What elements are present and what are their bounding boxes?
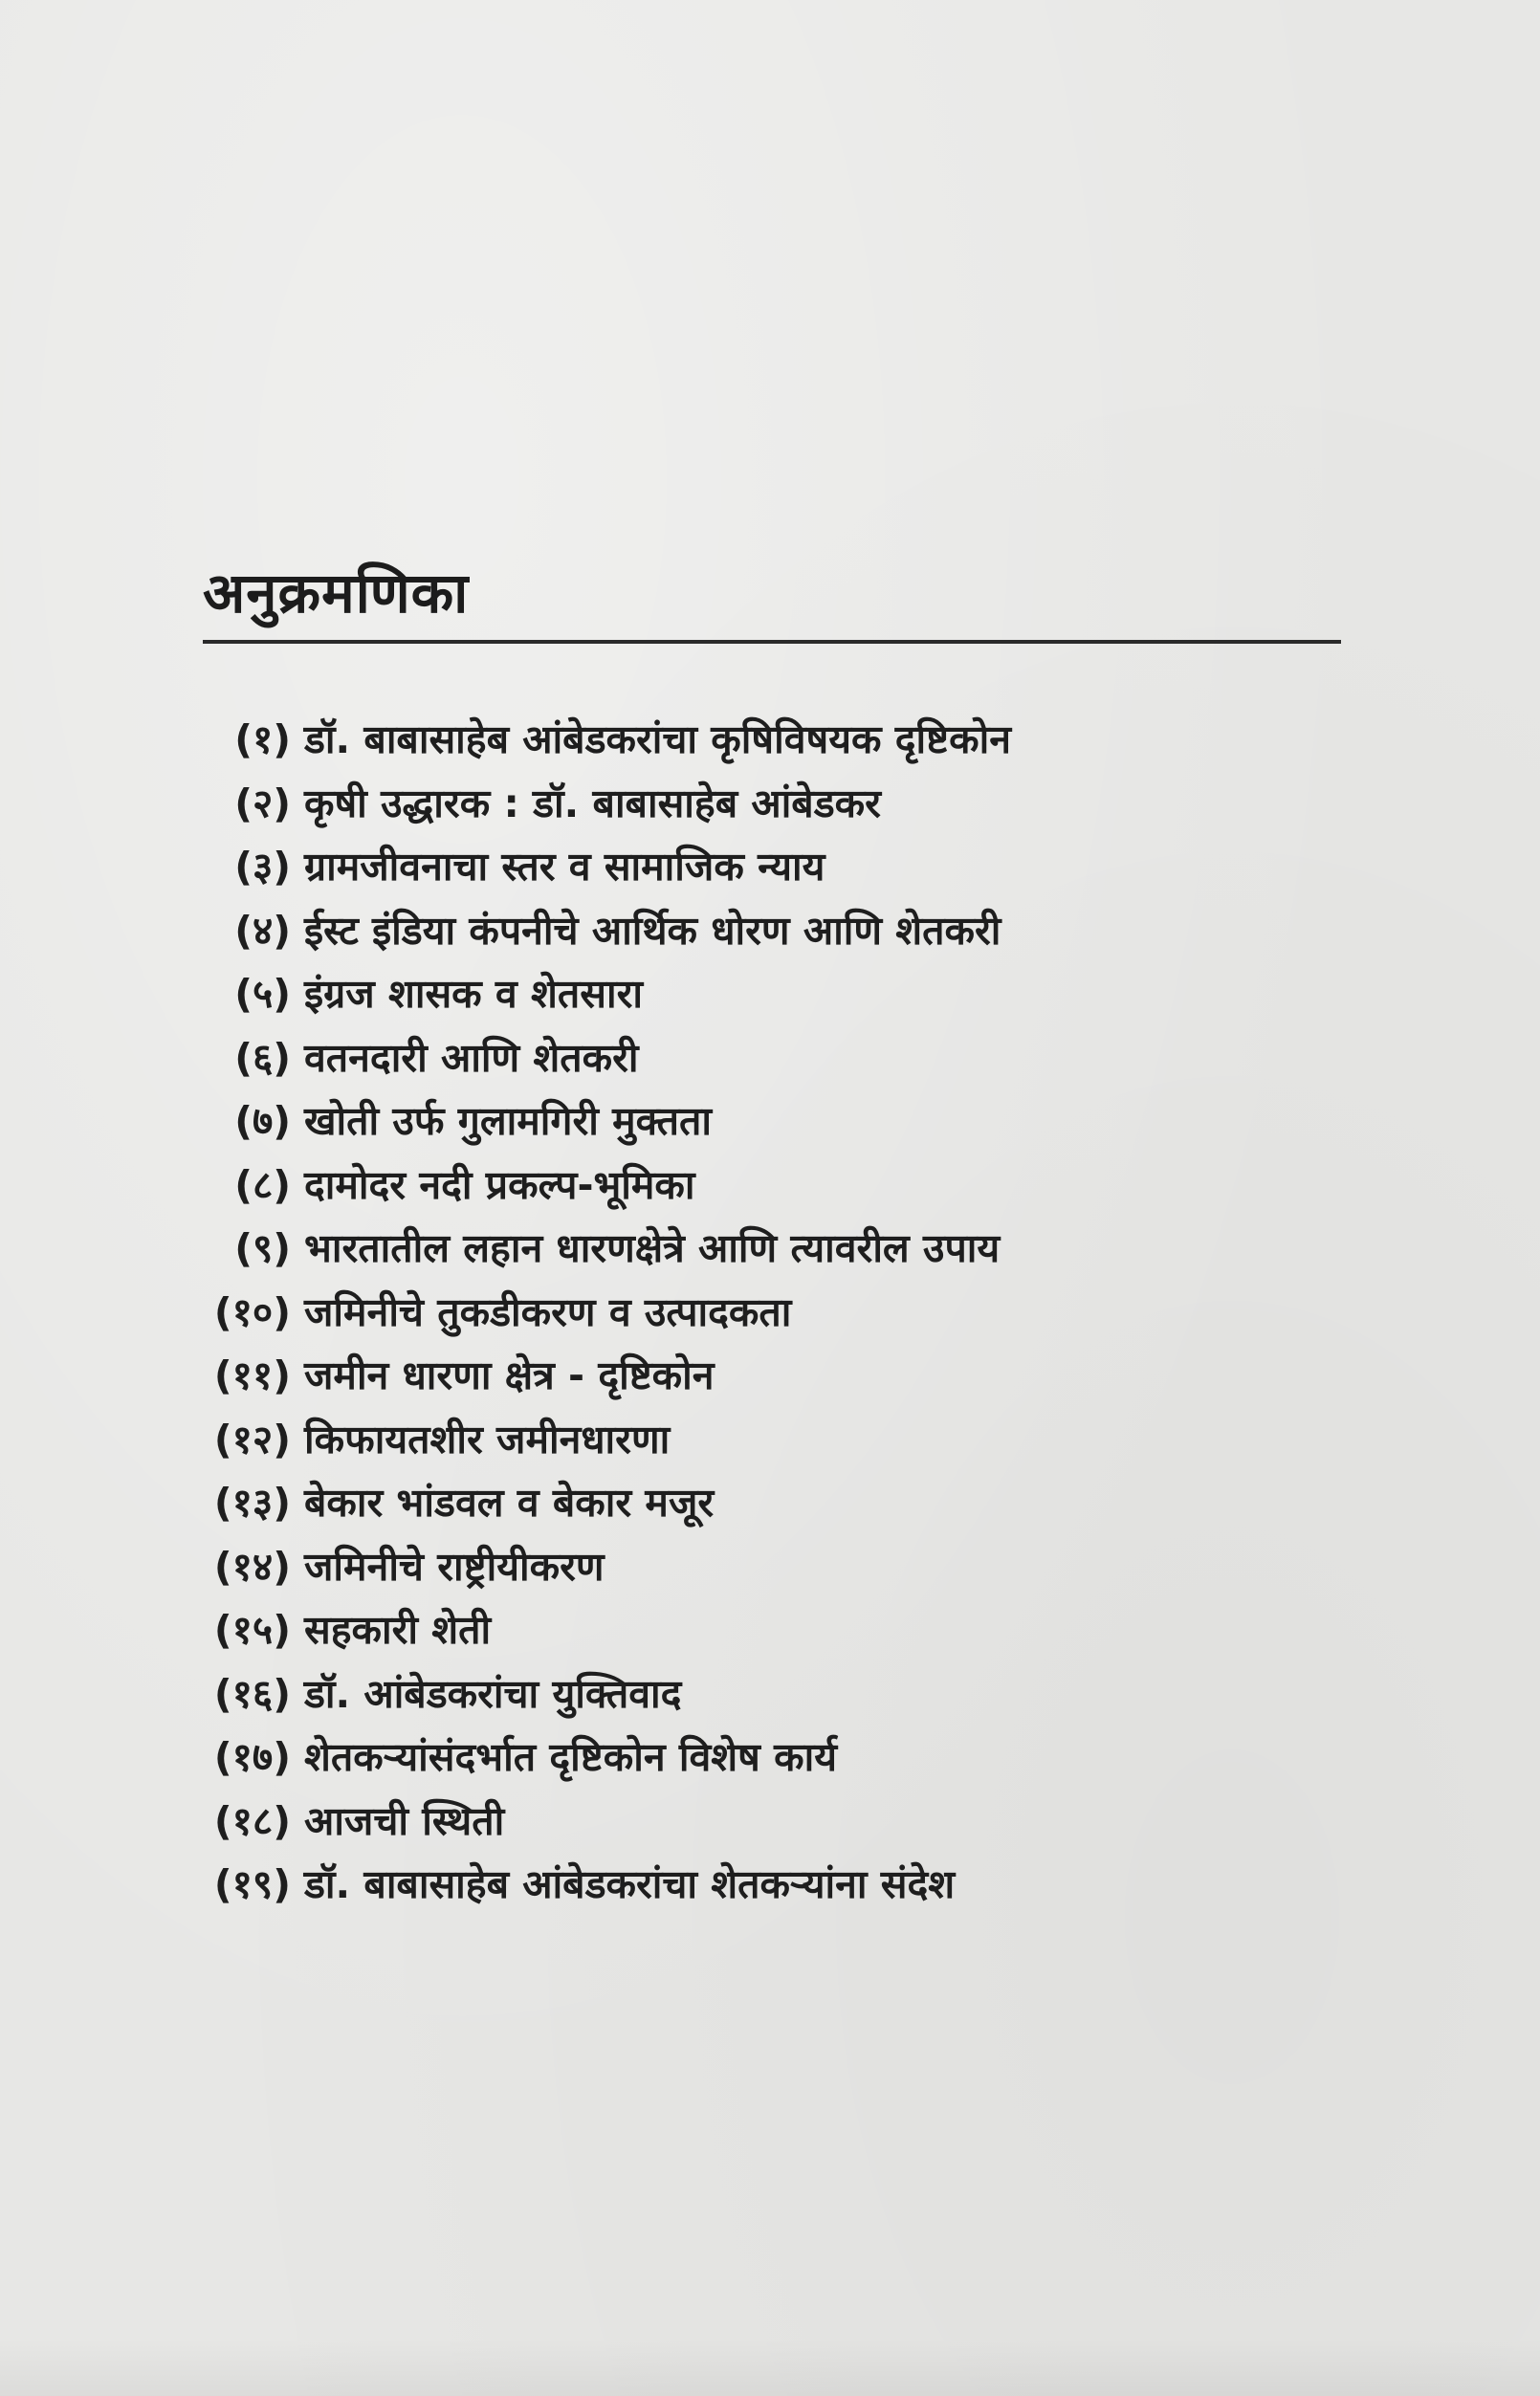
- toc-item-number: (८): [234, 1161, 291, 1208]
- toc-item: [205, 1344, 1353, 1408]
- toc-item-title: आजची स्थिती: [304, 1797, 505, 1844]
- toc-item-title: डॉ. बाबासाहेब आंबेडकरांचा कृषिविषयक दृष्टिकोन: [304, 716, 1011, 762]
- toc-item-title: शेतकऱ्यांसंदर्भात दृष्टिकोन विशेष कार्य: [304, 1734, 838, 1780]
- toc-item-title: सहकारी शेती: [304, 1607, 492, 1653]
- toc-item: [205, 835, 1353, 899]
- toc-item-title: जमीन धारणा क्षेत्र - दृष्टिकोन: [304, 1352, 715, 1398]
- toc-item-title: किफायतशीर जमीनधारणा: [304, 1416, 671, 1462]
- toc-item-number: (२): [234, 780, 291, 826]
- toc-item-number: (६): [234, 1034, 291, 1081]
- toc-item: [205, 1089, 1353, 1154]
- toc-item: [205, 1790, 1353, 1854]
- toc-item-number: (१२): [213, 1416, 291, 1462]
- toc-item: [205, 1726, 1353, 1790]
- toc-item-title: जमिनीचे तुकडीकरण व उत्पादकता: [304, 1288, 792, 1335]
- toc-item-title: जमिनीचे राष्ट्रीयीकरण: [304, 1543, 605, 1590]
- toc-item-number: (१८): [213, 1797, 291, 1844]
- toc-item-number: (१६): [213, 1670, 291, 1717]
- toc-item-title: खोती उर्फ गुलामगिरी मुक्तता: [304, 1098, 713, 1144]
- toc-item-number: (१५): [213, 1607, 291, 1653]
- toc-item: [205, 962, 1353, 1026]
- toc-item-title: ग्रामजीवनाचा स्तर व सामाजिक न्याय: [304, 844, 825, 890]
- toc-item: [205, 899, 1353, 963]
- toc-item-title: दामोदर नदी प्रकल्प-भूमिका: [304, 1161, 695, 1208]
- toc-item: [205, 1853, 1353, 1917]
- toc-item: [205, 1281, 1353, 1345]
- toc-item-number: (११): [213, 1352, 291, 1398]
- toc-item-number: (१३): [213, 1480, 291, 1526]
- toc-item-title: इंग्रज शासक व शेतसारा: [304, 971, 643, 1017]
- toc-item: [205, 1598, 1353, 1662]
- toc-item-number: (७): [234, 1098, 291, 1144]
- toc-item-number: (९): [234, 1225, 291, 1271]
- page-shadow: [0, 2339, 1540, 2396]
- toc-item-number: (५): [234, 971, 291, 1017]
- toc-item-number: (१९): [213, 1861, 291, 1907]
- toc-item: [205, 772, 1353, 836]
- toc-item: [205, 1217, 1353, 1281]
- toc-item-title: डॉ. बाबासाहेब आंबेडकरांचा शेतकऱ्यांना संदेश: [304, 1861, 956, 1907]
- toc-item-title: भारतातील लहान धारणक्षेत्रे आणि त्यावरील उपाय: [304, 1225, 1001, 1271]
- table-of-contents: [205, 708, 1353, 1917]
- title-underline: [203, 640, 1341, 644]
- toc-item: [205, 1026, 1353, 1090]
- toc-item-number: (४): [234, 907, 291, 954]
- toc-item-title: कृषी उद्धारक : डॉ. बाबासाहेब आंबेडकर: [304, 780, 881, 826]
- toc-item: [205, 708, 1353, 772]
- toc-item-number: (१४): [213, 1543, 291, 1590]
- toc-item: [205, 1154, 1353, 1218]
- toc-item: [205, 1408, 1353, 1472]
- toc-item-title: ईस्ट इंडिया कंपनीचे आर्थिक धोरण आणि शेतकरी: [304, 907, 1001, 954]
- toc-item: [205, 1535, 1353, 1599]
- toc-item: [205, 1662, 1353, 1726]
- toc-item-title: बेकार भांडवल व बेकार मजूर: [304, 1480, 715, 1526]
- page-title: अनुक्रमणिका: [203, 561, 470, 626]
- toc-item-number: (१०): [213, 1288, 291, 1335]
- toc-item-number: (१): [234, 716, 291, 762]
- toc-item: [205, 1471, 1353, 1535]
- toc-item-title: वतनदारी आणि शेतकरी: [304, 1034, 639, 1081]
- toc-item-title: डॉ. आंबेडकरांचा युक्तिवाद: [304, 1670, 682, 1717]
- toc-item-number: (१७): [213, 1734, 291, 1780]
- toc-item-number: (३): [234, 844, 291, 890]
